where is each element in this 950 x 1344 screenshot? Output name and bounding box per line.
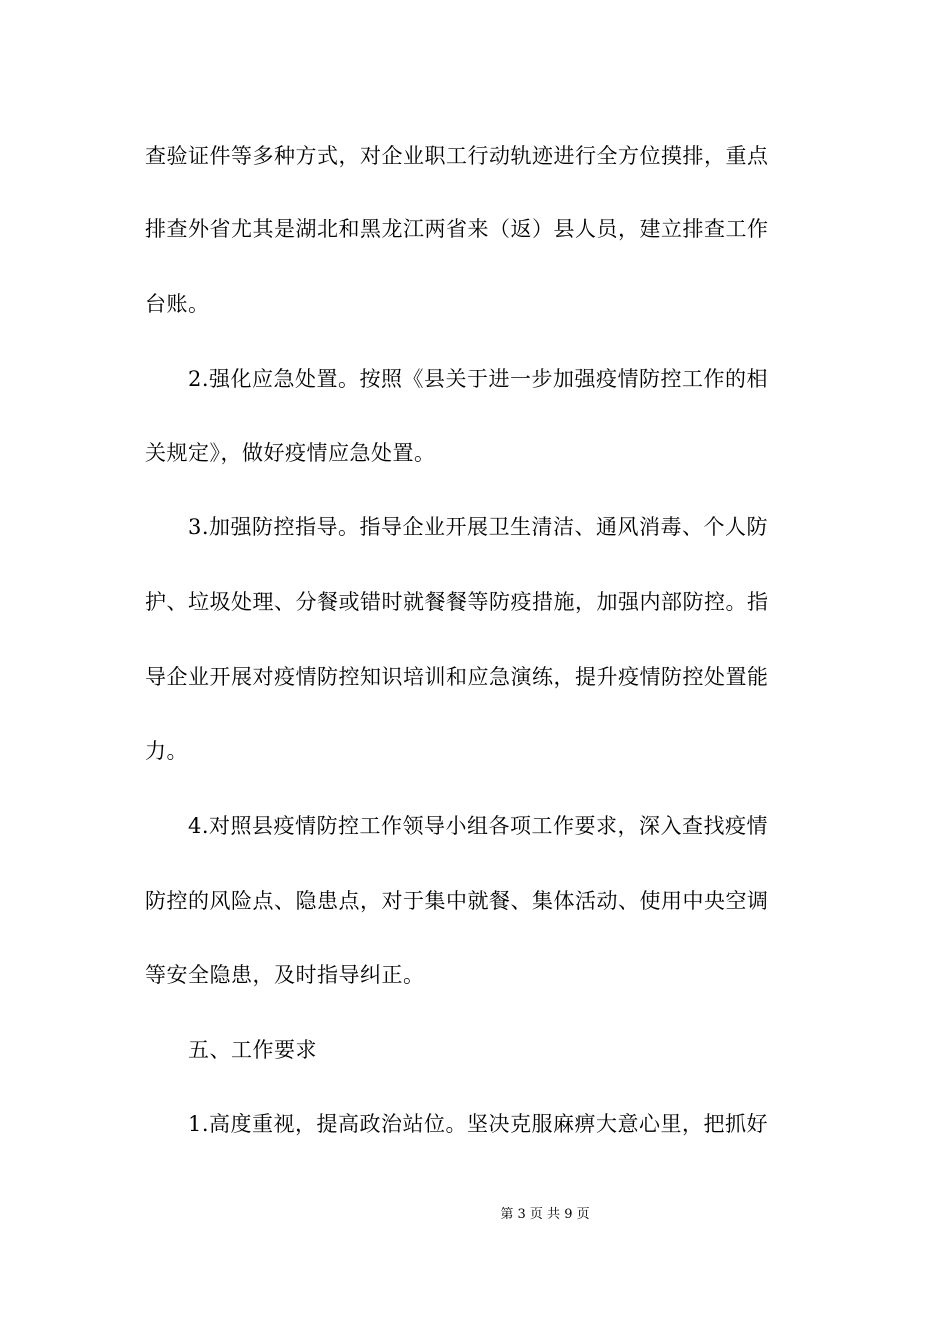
paragraph-4-line-3: 等安全隐患，及时指导纠正。 bbox=[145, 963, 425, 987]
paragraph-3-line-2: 护、垃圾处理、分餐或错时就餐餐等防疫措施，加强内部防控。指 bbox=[145, 590, 769, 614]
text-line-1: 查验证件等多种方式，对企业职工行动轨迹进行全方位摸排，重点 bbox=[145, 144, 769, 168]
page-footer: 第 3 页 共 9 页 bbox=[500, 1207, 590, 1222]
paragraph-3-line-3: 导企业开展对疫情防控知识培训和应急演练，提升疫情防控处置能 bbox=[145, 665, 769, 689]
section-heading: 五、工作要求 bbox=[188, 1038, 317, 1062]
text-line-3: 台账。 bbox=[145, 292, 210, 316]
paragraph-4-line-2: 防控的风险点、隐患点，对于集中就餐、集体活动、使用中央空调 bbox=[145, 889, 769, 913]
paragraph-3-line-4: 力。 bbox=[145, 739, 188, 763]
paragraph-3-line-1: 3.加强防控指导。指导企业开展卫生清洁、通风消毒、个人防 bbox=[188, 515, 769, 539]
paragraph-5-line-1: 1.高度重视，提高政治站位。坚决克服麻痹大意心里，把抓好 bbox=[188, 1112, 769, 1136]
paragraph-2-line-2: 关规定》，做好疫情应急处置。 bbox=[145, 441, 436, 465]
paragraph-2-line-1: 2.强化应急处置。按照《县关于进一步加强疫情防控工作的相 bbox=[188, 367, 769, 391]
text-line-2: 排查外省尤其是湖北和黑龙江两省来（返）县人员，建立排查工作 bbox=[145, 217, 769, 241]
paragraph-4-line-1: 4.对照县疫情防控工作领导小组各项工作要求，深入查找疫情 bbox=[188, 814, 769, 838]
